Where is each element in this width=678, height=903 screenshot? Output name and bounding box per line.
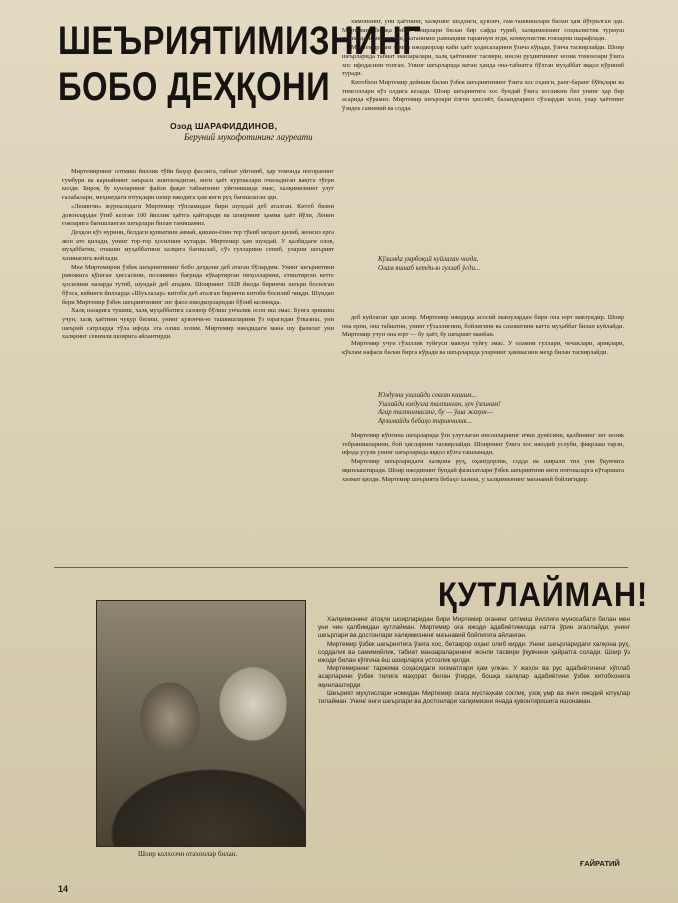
verse-quote-1 bbox=[378, 256, 480, 273]
paragraph: Шеърият муҳлислари номидан Миртемир оғага мустаҳкам соғлиқ, узоқ умр ва янги ижодий ютуқлар тилайман. Унинг янги шеърлари ва достонлари халқимизни янада қувонтиришига ишонаман. bbox=[318, 689, 630, 706]
paragraph: Миртемир шеърларидаги халқона руҳ, оҳангдорлик, содда ва ширали тил уни ўқувчига яқинлаштиради. Шоир ижодининг бундай фазилатлари ўзбек шеъриятини янги поғоналарга кўтаришга хизмат қилди. Миртемир шеърияти бебаҳо хазина, у халқимизнинг маънавий бойлигидир. bbox=[342, 458, 624, 483]
paragraph: Миртемир ҳам ҳамма ижодкорлар каби ҳаёт ҳодисаларини ўзича кўради, ўзича тасвирлайди. Шоир шеърларида табиат манзаралари, халқ ҳаётининг тасвири, инсон руҳиятининг нозик томонлари ўзига хос ифодасини топган. Унинг шеърларида ватан ҳамда она-табиатга бўлган муҳаббат яққол кўриниб туради. bbox=[342, 44, 624, 78]
paragraph: Миртемир кўпгина шеърларида ўзи улуғлаган инсонларнинг ички дунёсини, қалбининг энг нозик тебранишларини, бой ҳисларини тасвирлайди. Шоирнинг ўзига хос ижодий услуби, фикрлаш тарзи, ифода усули унинг шеърларида яққол кўзга ташланади. bbox=[342, 432, 624, 457]
paragraph: Халқ назарига тушиш, халқ муҳаббатига сазовор бўлиш унчалик осон иш эмас. Бунга эришиш учун, халқ ҳаётини чуқур билиш, унинг қувончи-ю ташвишларини ўз юрагидан ўтказиш, уни шеърий сатрларда тўла ифода эта олиш лозим. Миртемир ижодидаги мана шу фазилат уни халқнинг севимли шоирига айлантирди. bbox=[62, 307, 334, 341]
paragraph: Китобхон Миртемир дейиши билан ўзбек шеъриятининг ўзига хос оҳанги, ранг-баранг бўёқлари ва тимсоллари кўз олдига келади. Шоир шеъриятига хос бундай ўзига хосликни биз унинг ҳар бир асарида кўрамиз. Миртемир шеърлари ёлғон ҳиссиёт, баландпарвоз сўзлардан холи, улар ҳаётнинг ўзидек самимий ва содда. bbox=[342, 78, 624, 113]
paragraph: Мен Миртемирни ўзбек шеъриятининг бобо деҳқони деб атаган бўлардим. Унинг шеъриятини ривожига қўшган ҳиссасини, поэзиямиз бағрида кўкартирган ниҳолларини, етиштирган кетте ҳосилини назарда тутиб, шундай деб атадим. Шоирнинг 1928 йилда биринчи шеъри босилган бўлса, кейинги йилларда «Шуълалар» китоби деб аталган биринчи китоби босилиб чиқди. Шундан бери Миртемир ўзбек шеъриятининг энг фаол ижодкорларидан бўлиб келмоқда. bbox=[62, 263, 334, 306]
article-column-right-top bbox=[342, 18, 624, 252]
photo-caption: Шоир колхозчи отахонлар билан. bbox=[138, 850, 238, 858]
article-column-right-middle bbox=[342, 314, 624, 391]
congrats-signature: ҒАЙРАТИЙ bbox=[580, 859, 620, 868]
verse-line: Агар талпинмасанг, бу — ўша жаҳон— bbox=[378, 409, 493, 417]
verse-line: Олам яшнаб кетди-ю гуллаб ўсди... bbox=[378, 264, 480, 272]
author-block bbox=[170, 121, 340, 143]
article-title-line1: ШЕЪРИЯТИМИЗНИНГ bbox=[58, 19, 422, 63]
paragraph: химоннинг, уни ҳаётнинг, халқнинг шодлиги, қувонч, ғам-ташвишлари билан ҳам йўғрилган эди. Миртемир бошқа ўзбек шоирлари билан бир сафда туриб, халқимизнинг социалистик турмуш қуришдаги меҳнатини, Ватанимиз равнақини тараннум этди, коммунистик ғояларни шарафлади. bbox=[342, 18, 624, 43]
paragraph: Миртемир учун гўзаллик туйғуси мавзуи туйғу эмас. У оламни гуллари, чечаклари, ариқлари, кўклам нафаси билан бирга кўради ва шеърларида уларнинг ҳаммасини меҳр билан тасвирлайди. bbox=[342, 340, 624, 356]
author-position: Беруний мукофотининг лауреати bbox=[184, 132, 313, 142]
article-title bbox=[58, 18, 422, 110]
verse-line: Арзимайди бебаҳо тирикчилик... bbox=[378, 417, 472, 425]
congrats-body bbox=[318, 616, 630, 846]
verse-quote-2 bbox=[378, 392, 501, 426]
paragraph: Миртемир ўзбек шеъриятига ўзига хос, бетакрор оҳанг олиб кирди. Унинг шеърларидаги халқона руҳ, соддалик ва самимийлик, табиат манзараларининг жонли тасвири ўқувчини ҳайратга солади. Шоир ўз ижоди билан кўпгина ёш шоирларга устозлик қилди. bbox=[318, 640, 630, 665]
section-divider bbox=[54, 567, 628, 568]
photo-poet-with-elders bbox=[96, 600, 306, 847]
paragraph: Деҳқон кўз нурини, белдаги қувватини аямай, қишин-ёзин тер тўкиб меҳнат қилиб, жонсиз ерга жон ато қилади, унинг тор-тор ҳосилини кутарди. Миртемир ҳам шундай. У қалбидаги олов, муҳаббатни, оташин муҳаббатини халқига бағишлаб, сўз гулларини сепиб, уларни шеърият хазинасига жойлади. bbox=[62, 228, 334, 263]
page-number: 14 bbox=[58, 884, 69, 894]
congrats-title: ҚУТЛАЙМАН! bbox=[438, 576, 649, 614]
paragraph: «Ленинчи» журналидаги Миртемир тўпламидан бири шундай деб аталган. Китоб бизни довонлардан ўтиб келган 100 йиллик ҳаётга қайтаради ва шоирнинг ҳамма ҳаёт йўли, Ленин ғояларига бағишланган шеърлари билан танишамиз. bbox=[62, 202, 334, 228]
verse-line: Юлдузни ушлайди севган кишим... bbox=[378, 392, 477, 399]
verse-line: Кўзимда умрбоқий куйлаган чоғда, bbox=[378, 256, 479, 263]
author-name: Озод ШАРАФИДДИНОВ, bbox=[170, 121, 278, 131]
verse-line: Ушлайди юлдузга талпинган, ҳеч ўзгинам! bbox=[378, 400, 501, 408]
paragraph: Миртемирнинг таржима соҳасидаги хизматлари ҳам улкан. У жаҳон ва рус адабиётининг кўплаб асарларини ўзбек тилига маҳорат билан ўгирди, бошқа халқлар адабиётини ўзбек китобхонига яқинлаштирди. bbox=[318, 665, 630, 689]
article-column-right-bottom bbox=[342, 432, 624, 566]
paragraph: Халқимизнинг атоқли шоирларидан бири Миртемир оғанинг олтмиш йиллиги муносабати билан мен уни чин қалбимдан қутлайман. Миртемир оға ижоди адабиётимизда катта ўрин эгаллайди, унинг шеърлари ва достонлари халқимизнинг маънавий бойлигига айланган. bbox=[318, 616, 630, 640]
paragraph: Миртемирнинг олтмиш йиллик тўйи баҳор фаслига, табиат уйғониб, ҳар томонда ноғоранинг ғумбури ва карнайнинг наъраси эшитиладиган, янги ҳаёт куртаклари очиладиган вақтга тўғри келди. Бироқ бу кунларнинг файзи фақат табиатнинг уйғонишида эмас, халқимизнинг улуғ ғалабалари, меҳнатдаги ютуқлари шоир ижодига ҳам янги руҳ бағишлаган эди. bbox=[62, 168, 334, 202]
article-title-line2: БОБО ДЕҲҚОНИ bbox=[58, 65, 331, 109]
article-column-left bbox=[62, 168, 334, 550]
paragraph: деб куйлаган эди шоир. Миртемир ижодида асосий мавзулардан бири она юрт мавзуидир. Шоир она ерни, она табиатни, унинг гўзаллигини, бойлигини ва саховатини катта муҳаббат билан куйлайди. Миртемир учун она юрт — бу ҳаёт, бу шеърият манбаи. bbox=[342, 314, 624, 339]
